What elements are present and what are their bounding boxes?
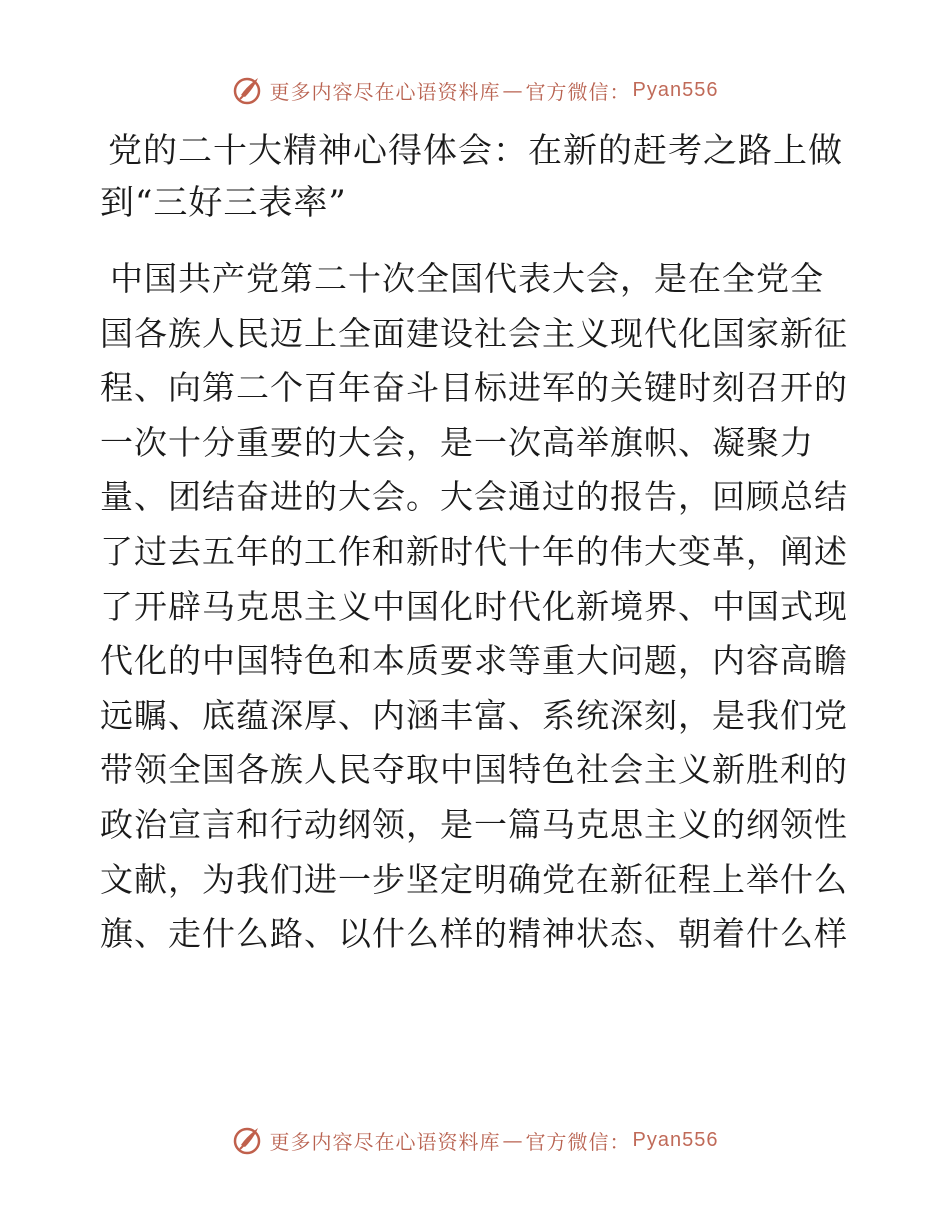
- paragraph-line: 远瞩、底蕴深厚、内涵丰富、系统深刻，是我们党: [100, 695, 848, 735]
- paragraph-line: 了过去五年的工作和新时代十年的伟大变革，阐述: [100, 531, 848, 571]
- footer-watermark-banner: [0, 1120, 950, 1160]
- paragraph-line: 代化的中国特色和本质要求等重大问题，内容高瞻: [100, 641, 848, 681]
- header-watermark-banner: [0, 70, 950, 110]
- paragraph-line: 文献，为我们进一步坚定明确党在新征程上举什么: [100, 859, 848, 899]
- quill-pen-logo-icon: [232, 1123, 266, 1157]
- banner-wechat-id: Pyan556: [632, 78, 719, 101]
- paragraph-line: 政治宣言和行动纲领，是一篇马克思主义的纲领性: [100, 804, 848, 844]
- paragraph-line: 量、团结奋进的大会。大会通过的报告，回顾总结: [100, 477, 848, 517]
- title-line-2: 到“三好三表率”: [100, 183, 347, 223]
- paragraph-line: 带领全国各族人民夺取中国特色社会主义新胜利的: [100, 750, 848, 790]
- banner-wechat-id: Pyan556: [632, 1128, 719, 1151]
- banner-separator: —: [502, 78, 524, 102]
- paragraph-line: 国各族人民迈上全面建设社会主义现代化国家新征: [100, 313, 848, 353]
- paragraph-line: 一次十分重要的大会，是一次高举旗帜、凝聚力: [100, 422, 814, 462]
- banner-suffix: 官方微信：: [525, 1129, 631, 1154]
- quill-pen-logo-icon: [232, 73, 266, 107]
- banner-prefix: 更多内容尽在心语资料库: [269, 1129, 501, 1154]
- paragraph-line: 中国共产党第二十次全国代表大会，是在全党全: [110, 259, 824, 298]
- banner-suffix: 官方微信：: [525, 79, 631, 104]
- body-paragraph: [100, 252, 860, 962]
- banner-prefix: 更多内容尽在心语资料库: [269, 79, 501, 104]
- paragraph-line: 了开辟马克思主义中国化时代化新境界、中国式现: [100, 586, 848, 626]
- document-title: [100, 125, 860, 229]
- banner-separator: —: [502, 1128, 524, 1152]
- paragraph-line: 旗、走什么路、以什么样的精神状态、朝着什么样: [100, 914, 848, 954]
- title-line-1: 党的二十大精神心得体会：在新的赶考之路上做: [108, 131, 843, 171]
- paragraph-line: 程、向第二个百年奋斗目标进军的关键时刻召开的: [100, 368, 848, 408]
